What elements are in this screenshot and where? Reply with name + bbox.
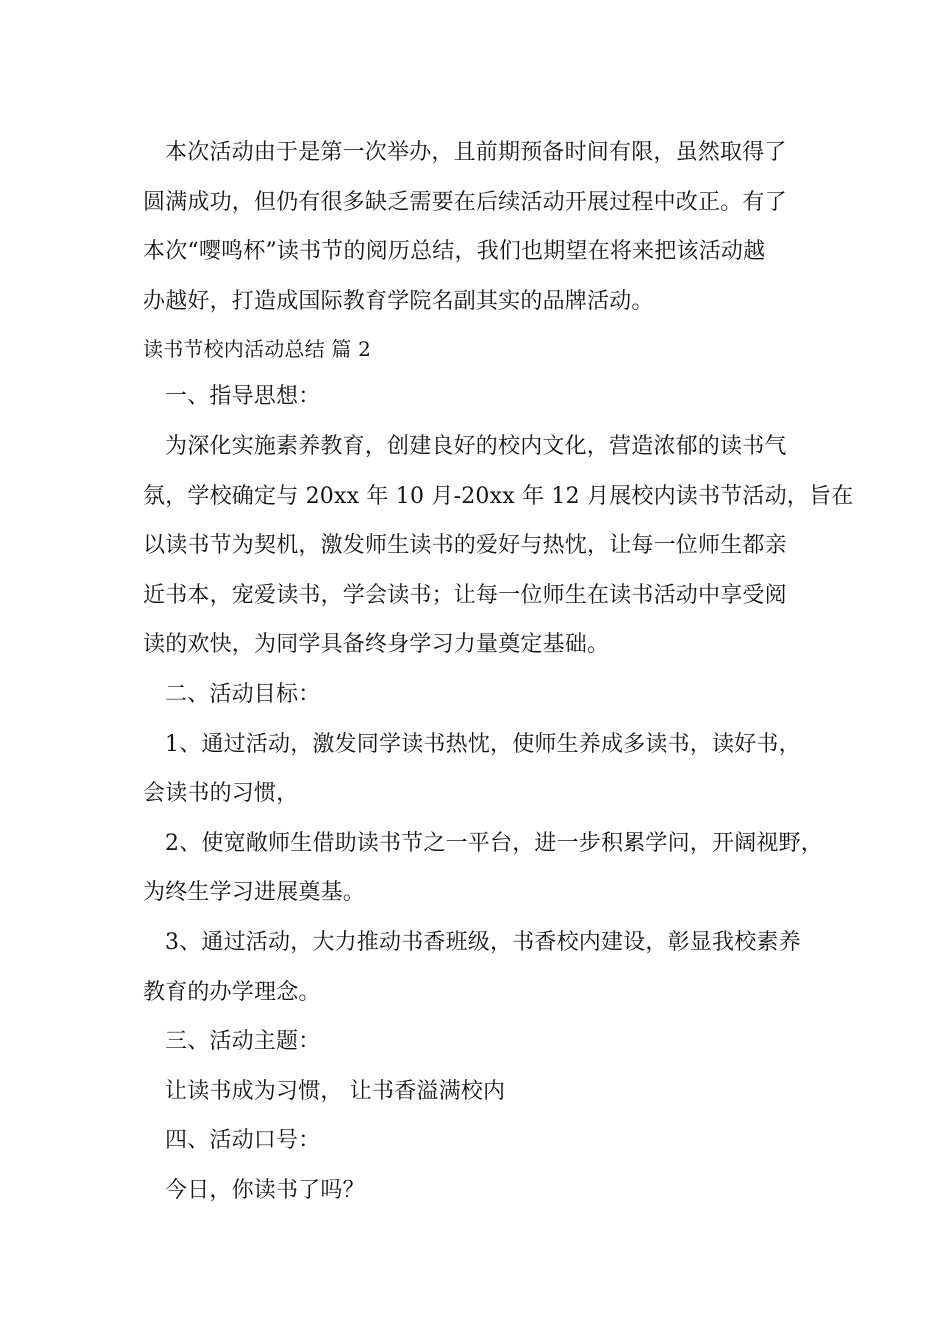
text-line: 2、使宽敞师生借助读书节之一平台，进一步积累学问，开阔视野，: [165, 830, 823, 856]
text-line: 一、指导思想：: [165, 384, 321, 410]
text-line: 为深化实施素养教育，创建良好的校内文化，营造浓郁的读书气: [165, 433, 787, 459]
text-line: 以读书节为契机，激发师生读书的爱好与热忱，让每一位师生都亲: [143, 533, 787, 559]
text-line: 三、活动主题：: [165, 1029, 321, 1055]
text-line: 办越好，打造成国际教育学院名副其实的品牌活动。: [143, 288, 654, 314]
text-line: 本次“嘤鸣杯”读书节的阅历总结，我们也期望在将来把该活动越: [143, 239, 766, 265]
text-line: 二、活动目标：: [165, 681, 321, 707]
text-line: 今日，你读书了吗？: [165, 1177, 365, 1203]
text-line: 读的欢快，为同学具备终身学习力量奠定基础。: [143, 632, 610, 658]
text-line: 四、活动口号：: [165, 1128, 321, 1154]
text-line: 圆满成功，但仍有很多缺乏需要在后续活动开展过程中改正。有了: [143, 189, 787, 215]
text-line: 近书本，宠爱读书，学会读书；让每一位师生在读书活动中享受阅: [143, 582, 787, 608]
text-line: 会读书的习惯，: [143, 781, 299, 807]
text-line: 3、通过活动，大力推动书香班级，书香校内建设，彰显我校素养: [165, 929, 801, 955]
text-line: 让读书成为习惯， 让书香溢满校内: [165, 1078, 506, 1104]
text-line: 氛，学校确定与 20xx 年 10 月-20xx 年 12 月展校内读书节活动，旨在: [143, 483, 854, 509]
text-line: 1、通过活动，激发同学读书热忱，使师生养成多读书，读好书，: [165, 731, 801, 757]
text-line: 教育的办学理念。: [143, 979, 321, 1005]
section-body: [143, 372, 854, 1215]
section-title: 读书节校内活动总结 篇 2: [143, 337, 372, 362]
text-line: 本次活动由于是第一次举办，且前期预备时间有限，虽然取得了: [165, 140, 787, 165]
document-body: [143, 128, 854, 1215]
intro-paragraph: [143, 128, 815, 326]
text-line: 为终生学习进展奠基。: [143, 880, 366, 906]
